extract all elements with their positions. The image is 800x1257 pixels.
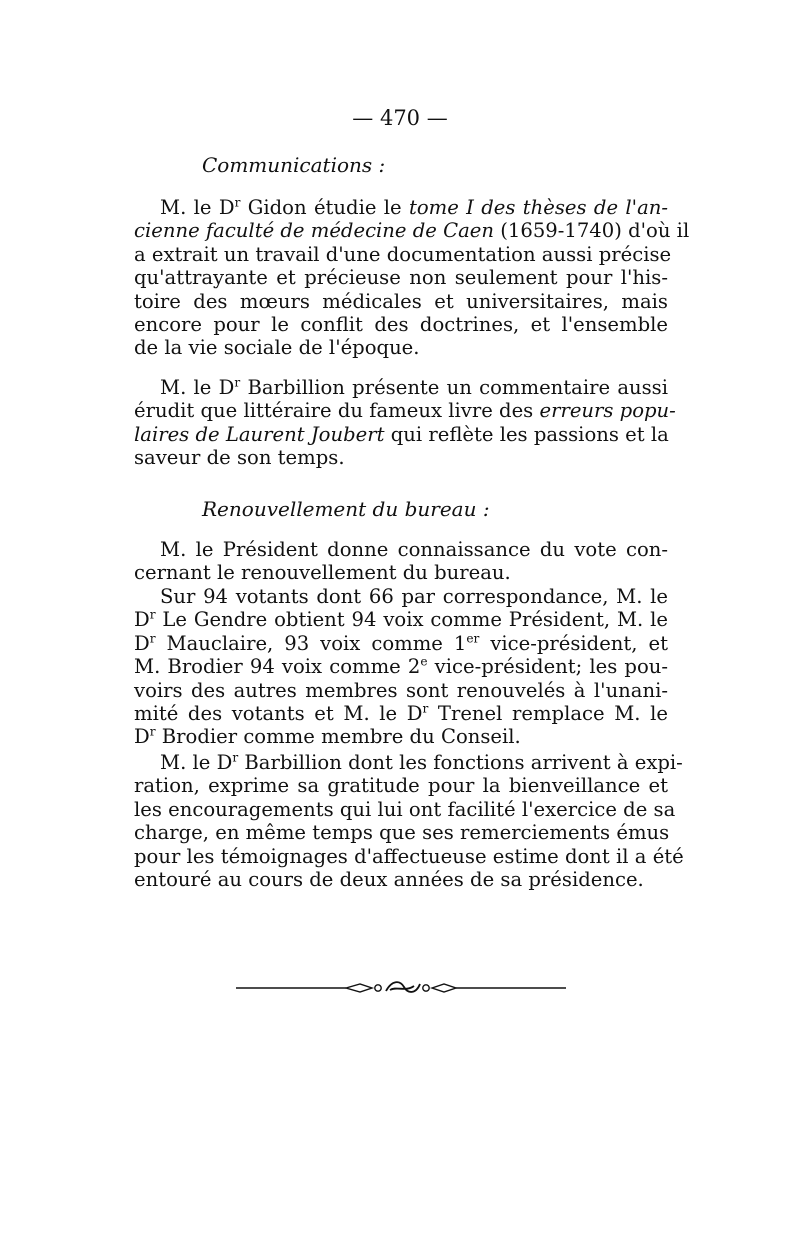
page-number: — 470 —	[352, 106, 448, 130]
paragraph-barbillion-commentaire: M. le $D^r$ Barbillion présente un commentaire aussi érudit que littéraire du fameux livre des erreurs popu- laires de Laurent Joubert qui reflète les passions et la saveur de son temps.	[134, 375, 676, 470]
paragraph-barbillion-gratitude: M. le $D^r$ Barbillion dont les fonctions arrivent à expi- ration, exprime sa gratitude pour la bienveillance et les encouragements qui lui ont facilité l'exercice de sa charge, en même temps que ses remerciements émus pour les témoignages d'affectueuse estime dont il a été entouré au cours de deux années de sa présidence.	[134, 750, 684, 892]
section-heading-communications: Communications :	[202, 153, 386, 177]
section-heading-renouvellement: Renouvellement du bureau :	[202, 497, 490, 521]
end-ornament-icon	[236, 978, 566, 998]
paragraph-votants: Sur 94 votants dont 66 par correspondance, M. le $D^r$ Le Gendre obtient 94 voix comme Président, M. le $D^r$ Mauclaire, 93 voix comme 1er vice-président, et M. Brodier 94 voix comme 2e vice-président; les pou- voirs des autres membres sont renouvelés à l'unani- mité des votants et M. le $D^r$ Trenel remplace M. le $D^r$ Brodier comme membre du Conseil.	[134, 585, 669, 749]
paragraph-gidon: M. le $D^r$ Gidon étudie le tome I des thèses de l'an- cienne faculté de médecine de Caen (1659-1740) d'où il a extrait un travail d'une documentation aussi précise qu'attrayante et précieuse non seulement pour l'his- toire des mœurs médicales et universitaires, mais encore pour le conflit des doctrines, et l'ensemble de la vie sociale de l'époque.	[134, 195, 690, 360]
paragraph-president-vote: M. le Président donne connaissance du vote con- cernant le renouvellement du bureau.	[134, 538, 668, 585]
